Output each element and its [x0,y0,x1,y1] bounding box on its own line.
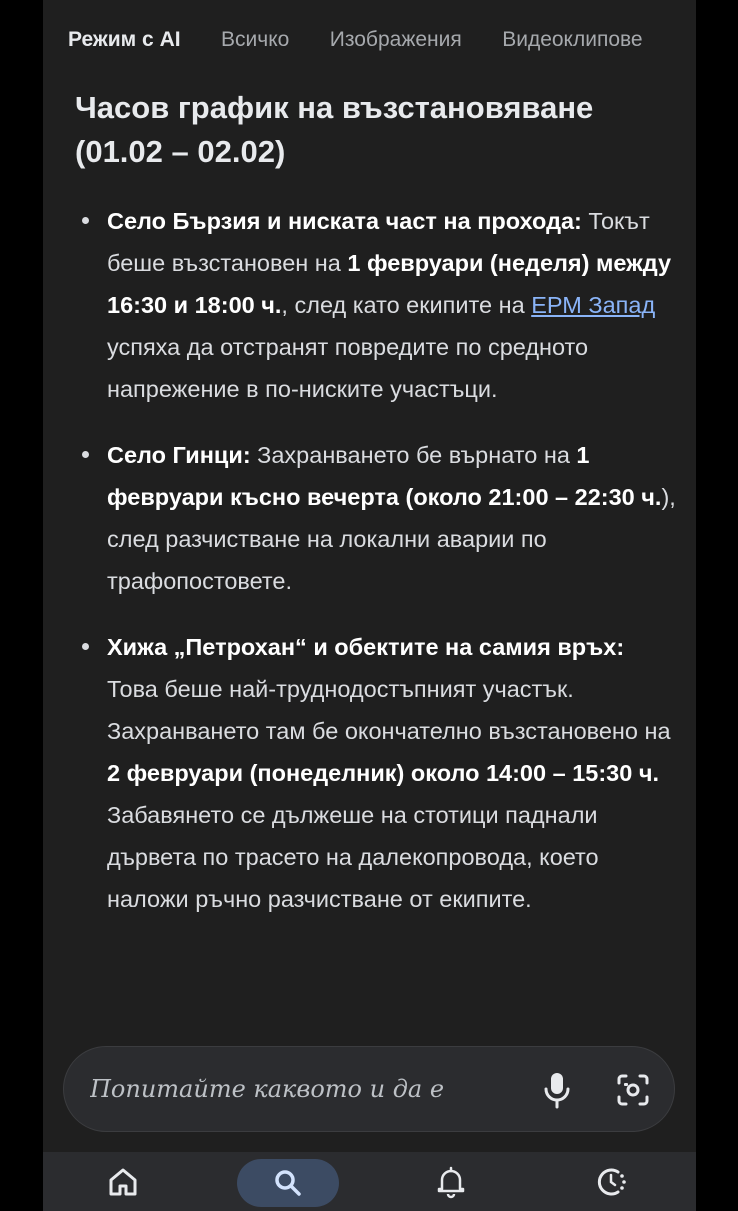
search-icon [270,1165,306,1201]
bottom-nav [43,1152,696,1211]
ask-input[interactable] [90,1071,490,1107]
item-title: Село Бързия и ниската част на прохода: [107,208,582,234]
tab-videos[interactable]: Видеоклипове [502,28,643,51]
item-text: Токът беше възстановен на [107,208,650,276]
item-text: успяха да отстранят повредите по средното напрежение в по-ниските участъци. [107,334,589,402]
item-highlight: 1 февруари късно вечерта (около 21:00 – 22:30 ч. [107,442,662,510]
bullet-icon [82,643,89,650]
section-heading [75,86,675,174]
item-text: Забавянето се дължеше на стотици паднали дървета по трасето на далекопровода, което наложи ръчно разчистване от екипите. [107,802,599,912]
mic-icon[interactable] [542,1071,572,1109]
erm-zapad-link[interactable]: ЕРМ Запад [531,292,656,318]
tab-ai-mode[interactable]: Режим с AI [68,28,181,51]
list-item [79,626,679,920]
heading-line-1: Часов график на възстановяване [75,90,594,125]
home-icon[interactable] [105,1164,141,1200]
heading-line-2: (01.02 – 02.02) [75,134,286,169]
activity-icon[interactable] [593,1164,629,1200]
bullet-icon [82,217,89,224]
item-text: Това беше най-труднодостъпният участък. Захранването там бе окончателно възстановено на [107,676,671,744]
item-text: , след като екипите на [281,292,532,318]
item-title: Хижа „Петрохан“ и обектите на самия връх: [107,634,625,660]
bell-icon[interactable] [433,1164,469,1200]
item-title: Село Гинци: [107,442,251,468]
item-highlight: 1 февруари (неделя) между 16:30 и 18:00 ч. [107,250,672,318]
list-item [79,200,679,410]
item-text: Захранването бе върнато на [250,442,577,468]
item-highlight: 2 февруари (понеделник) около 14:00 – 15:30 ч. [107,760,659,786]
tab-images[interactable]: Изображения [329,28,462,51]
restoration-list [79,200,679,944]
bullet-icon [82,451,89,458]
lens-camera-icon[interactable] [616,1073,650,1107]
phone-screen [43,0,696,1211]
item-text: ), след разчистване на локални аварии по трафопостовете. [107,484,676,594]
list-item [79,434,679,602]
ask-bar [63,1046,675,1132]
nav-search-active[interactable] [237,1159,339,1207]
search-tabs [68,28,696,58]
tab-all[interactable]: Всичко [221,28,290,51]
